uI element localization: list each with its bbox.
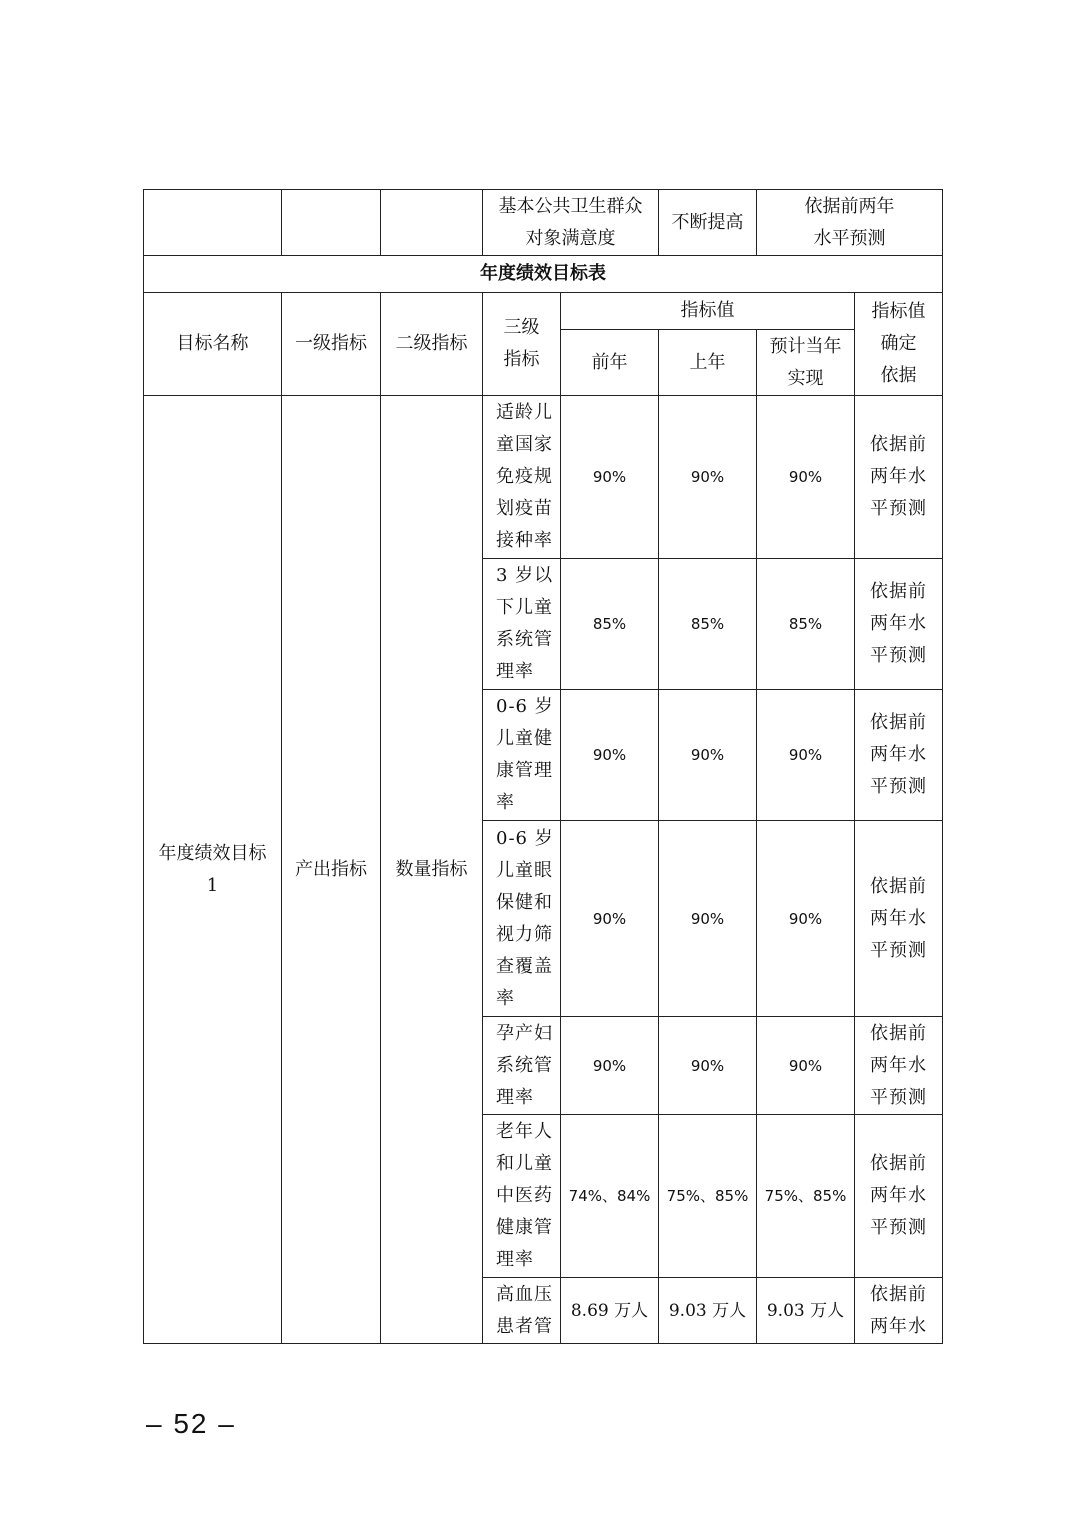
indicator-cell: 0-6 岁 儿童健 康管理 率: [483, 690, 561, 821]
goal-name: 年度绩效目标 1: [144, 396, 282, 1344]
header-last-year: 上年: [659, 330, 757, 396]
indicator-cell: 0-6 岁 儿童眼 保健和 视力筛 查覆盖 率: [483, 821, 561, 1017]
goal-level1: 产出指标: [282, 396, 381, 1344]
last-value: 90%: [659, 690, 757, 821]
basis-cell: 依据前 两年水 平预测: [855, 821, 943, 1017]
header-goal-name: 目标名称: [144, 293, 282, 396]
prev-value: 90%: [561, 1017, 659, 1115]
prev-value: 90%: [561, 821, 659, 1017]
last-value: 85%: [659, 559, 757, 690]
last-value: 75%、85%: [659, 1115, 757, 1278]
table-title-row: [144, 256, 943, 293]
header-level3: 三级 指标: [483, 293, 561, 396]
expected-value: 90%: [757, 821, 855, 1017]
expected-value: 85%: [757, 559, 855, 690]
last-value: 90%: [659, 396, 757, 559]
basis-cell: 依据前 两年水 平预测: [855, 690, 943, 821]
page-number: – 52 –: [146, 1408, 236, 1439]
header-prev-year: 前年: [561, 330, 659, 396]
performance-goal-table: [143, 255, 943, 1344]
indicator-cell: 孕产妇 系统管 理率: [483, 1017, 561, 1115]
basis-cell: 依据前 两年水 平预测: [855, 1017, 943, 1115]
empty-cell: [381, 190, 483, 256]
expected-value: 90%: [757, 690, 855, 821]
satisfaction-row: [144, 190, 943, 256]
prev-value: 74%、84%: [561, 1115, 659, 1278]
indicator-cell: 3 岁以 下儿童 系统管 理率: [483, 559, 561, 690]
basis-cell: 依据前 两年水 平预测: [855, 559, 943, 690]
prev-value: 90%: [561, 396, 659, 559]
satisfaction-basis: 依据前两年 水平预测: [757, 190, 943, 256]
prev-value: 8.69 万人: [561, 1278, 659, 1344]
expected-value: 9.03 万人: [757, 1278, 855, 1344]
basis-cell: 依据前 两年水: [855, 1278, 943, 1344]
expected-value: 90%: [757, 1017, 855, 1115]
goal-level2: 数量指标: [381, 396, 483, 1344]
expected-value: 75%、85%: [757, 1115, 855, 1278]
header-row-1: [144, 293, 943, 330]
last-value: 9.03 万人: [659, 1278, 757, 1344]
expected-value: 90%: [757, 396, 855, 559]
table-title: 年度绩效目标表: [144, 256, 943, 293]
satisfaction-indicator: 基本公共卫生群众 对象满意度: [483, 190, 659, 256]
header-expected: 预计当年 实现: [757, 330, 855, 396]
last-value: 90%: [659, 1017, 757, 1115]
basis-cell: 依据前 两年水 平预测: [855, 1115, 943, 1278]
prev-value: 85%: [561, 559, 659, 690]
satisfaction-value: 不断提高: [659, 190, 757, 256]
empty-cell: [144, 190, 282, 256]
header-indicator-value: 指标值: [561, 293, 855, 330]
empty-cell: [282, 190, 381, 256]
last-value: 90%: [659, 821, 757, 1017]
indicator-cell: 高血压 患者管: [483, 1278, 561, 1344]
indicator-cell: 适龄儿 童国家 免疫规 划疫苗 接种率: [483, 396, 561, 559]
header-basis: 指标值 确定 依据: [855, 293, 943, 396]
prev-value: 90%: [561, 690, 659, 821]
continuation-table: [143, 189, 943, 256]
table-row: [144, 396, 943, 559]
basis-cell: 依据前 两年水 平预测: [855, 396, 943, 559]
header-level1: 一级指标: [282, 293, 381, 396]
header-level2: 二级指标: [381, 293, 483, 396]
indicator-cell: 老年人 和儿童 中医药 健康管 理率: [483, 1115, 561, 1278]
